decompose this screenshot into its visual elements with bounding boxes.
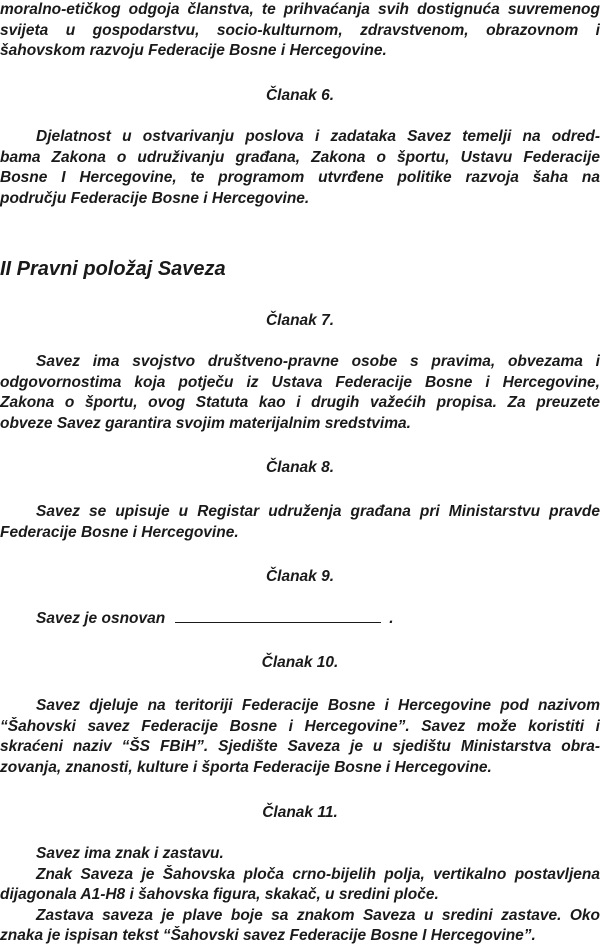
text-line: Savez ima svojstvo društveno-pravne osobe s pravima, obvezama i	[36, 353, 600, 370]
article-6-heading: Članak 6.	[265, 87, 335, 104]
article-8-paragraph	[0, 502, 600, 543]
text-line: skraćeni naziv “ŠS FBiH”. Sjedište Saveza je u sjedištu Ministarstva obra-	[0, 738, 600, 755]
text-line: zovanja, znanosti, kulture i športa Federacije Bosne i Hercegovine.	[0, 758, 492, 776]
text-line: dijagonala A1-H8 i šahovska figura, skakač, u sredini ploče.	[0, 886, 439, 903]
text-line: Zakona o športu, ovog Statuta kao i drugih važećih propisa. Za preuzete	[0, 394, 600, 411]
text-line: Bosne I Hercegovine, te programom utvrđene politike razvoja šaha na	[0, 169, 600, 186]
text-line: šahovskom razvoju Federacije Bosne i Hercegovine.	[0, 42, 387, 59]
text-line: bama Zakona o udruživanju građana, Zakona o športu, Ustavu Federacije	[0, 148, 600, 166]
text-line: području Federacije Bosne i Hercegovine.	[0, 189, 310, 207]
text-line: obveze Savez garantira svojim materijalnim sredstvima.	[0, 414, 411, 432]
text-line: Zastava saveza je plave boje sa znakom Saveza u sredini zastave. Oko	[36, 906, 600, 924]
article-11-heading: Članak 11.	[262, 804, 338, 821]
article-7-paragraph	[0, 352, 600, 434]
article-10-paragraph	[0, 696, 600, 778]
text-line: moralno-etičkog odgoja članstva, te prihvaćanja svih dostignuća suvremenog	[0, 1, 600, 18]
article-9-text: Savez je osnovan	[36, 610, 166, 627]
article-8-heading: Članak 8.	[265, 459, 335, 476]
text-line: Savez djeluje na teritoriji Federacije Bosne i Hercegovine pod nazivom	[36, 697, 600, 714]
section-title: II Pravni položaj Saveza	[0, 258, 226, 280]
article-7-heading: Članak 7.	[265, 312, 335, 329]
blank-fill-line	[175, 610, 381, 623]
text-line: Savez ima znak i zastavu.	[36, 845, 224, 862]
text-line	[0, 609, 600, 630]
intro-paragraph	[0, 0, 600, 62]
text-line: Savez se upisuje u Registar udruženja građana pri Ministarstvu pravde	[36, 503, 600, 520]
text-line: “Šahovski savez Federacije Bosne i Hercegovine”. Savez može koristiti i	[0, 717, 600, 735]
text-line: Znak Saveza je Šahovska ploča crno-bijelih polja, vertikalno postavljena	[36, 865, 600, 883]
article-9-paragraph	[0, 609, 600, 630]
article-6-paragraph	[0, 127, 600, 209]
text-line: Federacije Bosne i Hercegovine.	[0, 523, 239, 541]
text-line: odgovornostima koja potječu iz Ustava Federacije Bosne i Hercegovine,	[0, 373, 600, 391]
text-line: svijeta u gospodarstvu, socio-kulturnom, zdravstvenom, obrazovnom i	[0, 21, 600, 39]
article-9-heading: Članak 9.	[265, 568, 335, 585]
text-line: znaka je ispisan tekst “Šahovski savez Federacije Bosne I Hercegovine”.	[0, 927, 536, 944]
article-11-paragraph	[0, 844, 600, 947]
text-line: Djelatnost u ostvarivanju poslova i zadataka Savez temelji na odred-	[36, 128, 600, 145]
article-10-heading: Članak 10.	[261, 654, 339, 671]
article-9-period: .	[389, 610, 394, 627]
